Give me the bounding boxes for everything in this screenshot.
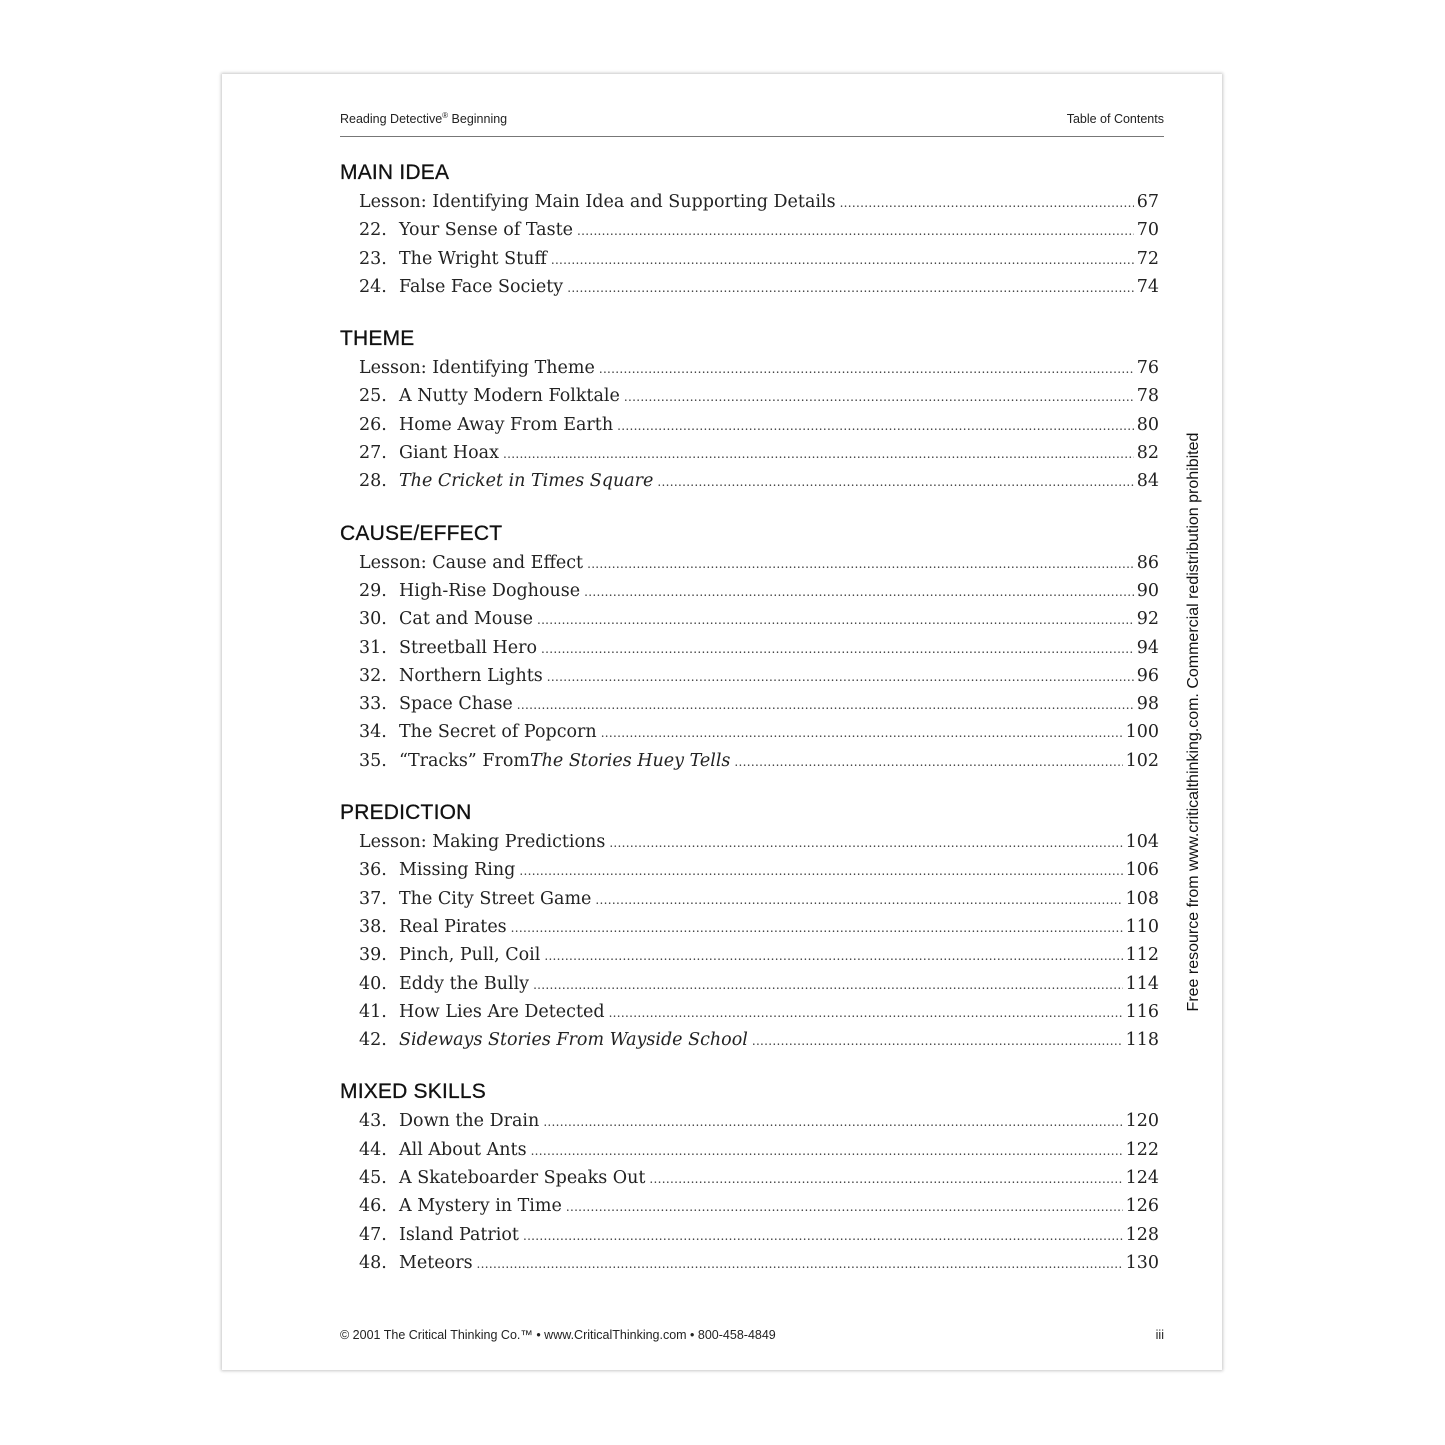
toc-entry bbox=[340, 188, 1159, 216]
dot-leader bbox=[624, 383, 1134, 410]
toc-entry bbox=[340, 828, 1159, 856]
toc-entry bbox=[340, 382, 1159, 410]
entry-page-number: 124 bbox=[1125, 1168, 1159, 1189]
toc-entry bbox=[340, 216, 1159, 244]
toc-section bbox=[340, 1077, 1164, 1277]
toc-entry bbox=[340, 856, 1159, 884]
toc-entry bbox=[340, 634, 1159, 662]
entry-title: “Tracks” From bbox=[399, 750, 530, 771]
toc-entry bbox=[340, 411, 1159, 439]
registered-mark: ® bbox=[442, 110, 449, 120]
book-title: Reading Detective® Beginning bbox=[340, 110, 508, 126]
entry-page-number: 92 bbox=[1136, 609, 1159, 630]
dot-leader bbox=[517, 691, 1134, 718]
dot-leader bbox=[541, 635, 1134, 662]
entry-number: 26. bbox=[359, 414, 387, 435]
dot-leader bbox=[601, 719, 1123, 746]
entry-number: 29. bbox=[359, 580, 387, 601]
entry-number: 37. bbox=[359, 888, 387, 909]
entry-page-number: 100 bbox=[1125, 722, 1159, 743]
dot-leader bbox=[533, 971, 1123, 998]
entry-title: A Skateboarder Speaks Out bbox=[399, 1168, 646, 1189]
toc-entry bbox=[340, 577, 1159, 605]
dot-leader bbox=[595, 886, 1122, 913]
toc-entry bbox=[340, 885, 1159, 913]
entry-page-number: 118 bbox=[1125, 1030, 1159, 1051]
entry-title: All About Ants bbox=[399, 1139, 527, 1160]
entry-number: 45. bbox=[359, 1168, 387, 1189]
dot-leader bbox=[584, 578, 1134, 605]
running-header bbox=[340, 112, 1164, 137]
entry-title: Giant Hoax bbox=[399, 443, 499, 464]
toc-entry bbox=[340, 913, 1159, 941]
dot-leader bbox=[599, 355, 1134, 382]
entry-page-number: 74 bbox=[1136, 276, 1159, 297]
entry-title: Streetball Hero bbox=[399, 637, 538, 658]
entry-page-number: 128 bbox=[1125, 1224, 1159, 1245]
dot-leader bbox=[840, 189, 1134, 216]
entry-number: 22. bbox=[359, 220, 387, 241]
toc-entry bbox=[340, 970, 1159, 998]
toc-entry bbox=[340, 605, 1159, 633]
entry-number: 43. bbox=[359, 1111, 387, 1132]
entry-number: 32. bbox=[359, 665, 387, 686]
entry-title: Pinch, Pull, Coil bbox=[399, 945, 541, 966]
toc-entry bbox=[340, 1221, 1159, 1249]
entry-number: 23. bbox=[359, 248, 387, 269]
toc-section bbox=[340, 519, 1164, 775]
entry-page-number: 106 bbox=[1125, 860, 1159, 881]
toc-entry bbox=[340, 941, 1159, 969]
entry-title: High-Rise Doghouse bbox=[399, 580, 581, 601]
dot-leader bbox=[477, 1250, 1123, 1277]
entry-title: Down the Drain bbox=[399, 1111, 540, 1132]
entry-title: Northern Lights bbox=[399, 665, 543, 686]
entry-number: 40. bbox=[359, 973, 387, 994]
entry-title: Lesson: Cause and Effect bbox=[359, 552, 584, 573]
toc-entry bbox=[340, 998, 1159, 1026]
entry-title: Missing Ring bbox=[399, 860, 516, 881]
entry-title: The Secret of Popcorn bbox=[399, 722, 597, 743]
toc-entry bbox=[340, 439, 1159, 467]
table-of-contents bbox=[340, 158, 1164, 1300]
entry-page-number: 72 bbox=[1136, 248, 1159, 269]
entry-page-number: 78 bbox=[1136, 386, 1159, 407]
entry-title: A Mystery in Time bbox=[399, 1196, 562, 1217]
entry-title: Home Away From Earth bbox=[399, 414, 614, 435]
dot-leader bbox=[544, 942, 1122, 969]
dot-leader bbox=[657, 468, 1133, 495]
entry-title: Lesson: Identifying Theme bbox=[359, 358, 595, 379]
entry-title: Meteors bbox=[399, 1252, 473, 1273]
toc-entry bbox=[340, 245, 1159, 273]
entry-page-number: 86 bbox=[1136, 552, 1159, 573]
entry-number: 30. bbox=[359, 609, 387, 630]
dot-leader bbox=[531, 1137, 1123, 1164]
entry-title: The City Street Game bbox=[399, 888, 592, 909]
toc-entry bbox=[340, 718, 1159, 746]
entry-title: The Cricket in Times Square bbox=[399, 471, 654, 492]
entry-title-italic: The Stories Huey Tells bbox=[529, 750, 731, 771]
toc-entry bbox=[340, 1107, 1159, 1135]
entry-page-number: 104 bbox=[1125, 832, 1159, 853]
section-heading: CAUSE/EFFECT bbox=[340, 521, 503, 545]
entry-page-number: 126 bbox=[1125, 1196, 1159, 1217]
entry-page-number: 122 bbox=[1125, 1139, 1159, 1160]
entry-title: Eddy the Bully bbox=[399, 973, 530, 994]
entry-page-number: 102 bbox=[1125, 750, 1159, 771]
entry-title: A Nutty Modern Folktale bbox=[399, 386, 620, 407]
entry-page-number: 84 bbox=[1136, 471, 1159, 492]
entry-title: Lesson: Identifying Main Idea and Supporting Details bbox=[359, 192, 836, 212]
entry-number: 28. bbox=[359, 471, 387, 492]
entry-number: 42. bbox=[359, 1030, 387, 1051]
entry-title: False Face Society bbox=[399, 276, 564, 297]
toc-entry bbox=[340, 1136, 1159, 1164]
entry-number: 38. bbox=[359, 916, 387, 937]
dot-leader bbox=[566, 1193, 1123, 1220]
entry-page-number: 112 bbox=[1125, 945, 1159, 966]
entry-number: 47. bbox=[359, 1224, 387, 1245]
entry-number: 34. bbox=[359, 722, 387, 743]
entry-number: 31. bbox=[359, 637, 387, 658]
section-heading: PREDICTION bbox=[340, 801, 472, 825]
header-section-label: Table of Contents bbox=[1066, 112, 1164, 126]
entry-title: Space Chase bbox=[399, 694, 513, 715]
entry-page-number: 90 bbox=[1136, 580, 1159, 601]
entry-page-number: 67 bbox=[1136, 192, 1159, 212]
dot-leader bbox=[503, 440, 1134, 467]
entry-page-number: 82 bbox=[1136, 443, 1159, 464]
dot-leader bbox=[609, 829, 1122, 856]
entry-title: Sideways Stories From Wayside School bbox=[399, 1030, 748, 1051]
dot-leader bbox=[587, 550, 1134, 577]
dot-leader bbox=[547, 663, 1134, 690]
dot-leader bbox=[752, 1027, 1123, 1054]
toc-section bbox=[340, 798, 1164, 1054]
toc-section bbox=[340, 158, 1164, 301]
entry-page-number: 76 bbox=[1136, 358, 1159, 379]
entry-title: The Wright Stuff bbox=[399, 248, 547, 269]
toc-entry bbox=[340, 747, 1159, 775]
entry-page-number: 96 bbox=[1136, 665, 1159, 686]
section-heading: THEME bbox=[340, 327, 415, 351]
section-heading: MIXED SKILLS bbox=[340, 1080, 486, 1104]
toc-entry bbox=[340, 354, 1159, 382]
copyright-line: © 2001 The Critical Thinking Co.™ • www.CriticalThinking.com • 800-458-4849 bbox=[340, 1328, 776, 1342]
dot-leader bbox=[649, 1165, 1122, 1192]
entry-page-number: 108 bbox=[1125, 888, 1159, 909]
toc-entry bbox=[340, 1164, 1159, 1192]
dot-leader bbox=[567, 274, 1134, 301]
entry-page-number: 130 bbox=[1125, 1252, 1159, 1273]
toc-entry bbox=[340, 690, 1159, 718]
entry-number: 46. bbox=[359, 1196, 387, 1217]
dot-leader bbox=[537, 606, 1134, 633]
entry-page-number: 80 bbox=[1136, 414, 1159, 435]
entry-number: 36. bbox=[359, 860, 387, 881]
page-number: iii bbox=[1155, 1328, 1164, 1342]
entry-number: 44. bbox=[359, 1139, 387, 1160]
entry-number: 48. bbox=[359, 1252, 387, 1273]
entry-page-number: 114 bbox=[1125, 973, 1159, 994]
dot-leader bbox=[511, 914, 1123, 941]
toc-entry bbox=[340, 1249, 1159, 1277]
page-footer bbox=[340, 1328, 1164, 1342]
dot-leader bbox=[609, 999, 1123, 1026]
entry-number: 25. bbox=[359, 386, 387, 407]
section-heading: MAIN IDEA bbox=[340, 161, 450, 184]
entry-page-number: 70 bbox=[1136, 220, 1159, 241]
dot-leader bbox=[577, 217, 1134, 244]
toc-entry bbox=[340, 549, 1159, 577]
dot-leader bbox=[523, 1222, 1123, 1249]
entry-title: Your Sense of Taste bbox=[399, 220, 573, 241]
entry-page-number: 94 bbox=[1136, 637, 1159, 658]
entry-title: Real Pirates bbox=[399, 916, 507, 937]
document-page bbox=[222, 74, 1222, 1370]
entry-title: Island Patriot bbox=[399, 1224, 519, 1245]
entry-number: 35. bbox=[359, 750, 387, 771]
entry-title: How Lies Are Detected bbox=[399, 1001, 605, 1022]
entry-page-number: 98 bbox=[1136, 694, 1159, 715]
toc-entry bbox=[340, 1192, 1159, 1220]
toc-entry bbox=[340, 467, 1159, 495]
dot-leader bbox=[551, 246, 1134, 273]
entry-title: Cat and Mouse bbox=[399, 609, 533, 630]
entry-number: 39. bbox=[359, 945, 387, 966]
entry-number: 24. bbox=[359, 276, 387, 297]
entry-page-number: 116 bbox=[1125, 1001, 1159, 1022]
toc-section bbox=[340, 324, 1164, 495]
entry-number: 33. bbox=[359, 694, 387, 715]
entry-page-number: 120 bbox=[1125, 1111, 1159, 1132]
dot-leader bbox=[519, 857, 1122, 884]
toc-entry bbox=[340, 662, 1159, 690]
dot-leader bbox=[543, 1108, 1122, 1135]
entry-number: 27. bbox=[359, 443, 387, 464]
toc-entry bbox=[340, 273, 1159, 301]
entry-title: Lesson: Making Predictions bbox=[359, 832, 606, 853]
toc-entry bbox=[340, 1026, 1159, 1054]
dot-leader bbox=[617, 412, 1134, 439]
entry-page-number: 110 bbox=[1125, 916, 1159, 937]
dot-leader bbox=[734, 748, 1122, 775]
entry-number: 41. bbox=[359, 1001, 387, 1022]
side-watermark-note: Free resource from www.criticalthinking.com. Commercial redistribution prohibited bbox=[1185, 432, 1202, 1012]
